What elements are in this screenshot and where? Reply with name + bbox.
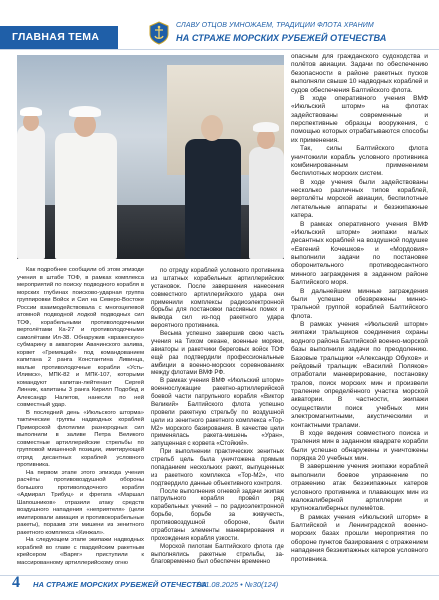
paragraph: Как подробнее сообщили об этом эпизоде учения в штабе ТОФ, в рамках комплекса мероприятий по поиску подводного корабля в морских глубинах поисково-ударная группа группировки Войск и Сил на Северо-Востоке России взаимодействовала с многоцелевой атомной подводной лодкой подводных сил ТОФ, корабельными противолодочными вертолётами Ка-27 и противолодочными самолётами Ил-38. Обнаружив «вражескую» субмарину в акватории Авачинского залива, корвет «Гремящий» под командованием капитана 2 ранга Константина Ливинца, малые противолодочные корабли «Усть-Илимск», МПК-82 и МПК-107, которыми командуют капитан-лейтенант Сергей Линник, капитаны 3 ранга Кирилл Подобед и Александр Налетов, нанесли по ней совместный удар. (17, 267, 144, 408)
paragraph: После выполнения огневой задачи экипаж патрульного корабля провёл ряд корабельных учений – по радиоэлектронной борьбе, борьбе за живучесть, противовоздушной обороне, были отработаны элементы маневрирования и прохождения корабля узкости. (151, 487, 284, 542)
paragraph: На следующем этапе экипажи надводных кораблей во главе с гвардейским ракетным крейсером «Варяг» приступили к массированному артиллерийскому огню (17, 537, 144, 566)
photo-officer-left (17, 125, 45, 259)
paragraph: В рамках учения «Июльский шторм» в Балтийской и Ленинградской военно-морских базах прошли мероприятия по обороне пунктов базирования с отражением нападения безэкипажных катеров условного противника. (291, 513, 428, 563)
page-number: 4 (12, 574, 20, 591)
paragraph: В рамках учения «Июльский шторм» экипажи тральщиков соединения охраны водного района Балтийской военно-морской базы выполнили задачи по преодолению. Базовые тральщики «Александр Обухов» и рейдовый тральщик «Василий Поляков» отработали маневрирование, постановку тралов, поиск морских мин и произвели траление определённого участка морской акватории. В частности, экипажи осуществили поиск учебных мин электромагнитными, акустическими и контактными тралами. (291, 321, 428, 429)
header-divider (0, 49, 439, 50)
paragraph: В ходе учения были задействованы несколько различных типов кораблей, вертолёты морской авиации, беспилотные летательные аппараты и безэкипажные катера. (291, 178, 428, 220)
slogan-line-2: НА СТРАЖЕ МОРСКИХ РУБЕЖЕЙ ОТЕЧЕСТВА (176, 33, 387, 43)
paragraph: При выполнении практических зенитных стрельб цель была уничтожена прямым попаданием нескольких ракет, выпущенных из ракетного комплекса «Тор-М2», что подтвердило данные объективного контроля. (151, 448, 284, 487)
article-photo (17, 55, 284, 259)
paragraph: В последний день «Июльского шторма» тактические группы надводных кораблей Приморской флотилии разнородных сил выполнили в заливе Петра Великого совместные артиллерийские стрельбы по групповой мишенной позиции, имитирующей отряд десантных кораблей условного противника. (17, 409, 144, 468)
paragraph: В дальнейшем минные заграждения были успешно обезврежены минно-тральной группой кораблей Балтийского флота. (291, 287, 428, 320)
photo-official (185, 139, 241, 259)
paragraph: опасным для гражданского судоходства и полётов авиации. Задачи по обеспечению безопасности в районе ракетных пусков выполняли свыше 10 надводных кораблей и судов обеспечения Балтийского флота. (291, 53, 428, 94)
footer-issue: / 01.08.2025 • №30(124) (197, 580, 279, 589)
section-label: ГЛАВНАЯ ТЕМА (0, 26, 118, 49)
photo-admiral-cap (69, 106, 101, 117)
photo-officer-right (249, 147, 284, 259)
paragraph: На первом этапе этого эпизода учения расчёты противовоздушной обороны большого противолодочного корабля «Адмирал Трибуц» и фрегата «Маршал Шапошников» отразили атаку средств воздушного нападения «неприятеля» (цели имитировали авиация и противокорабельные ракеты), поразив эти мишени из зенитного ракетного комплекса «Кинжал». (17, 469, 144, 536)
footer-divider (0, 575, 439, 576)
article-column-2 (151, 267, 284, 566)
paragraph: Морской пилотам Балтийского флота где выполнялись ракетные стрельбы, за-благовременно был обеспечен временно (151, 542, 284, 566)
paragraph: В ходе ведения совместного поиска и траления мин в заданном квадрате корабли были успешно обнаружены и уничтожены порядка 20 учебных мин. (291, 429, 428, 462)
navy-emblem-icon (148, 21, 170, 45)
photo-admiral (55, 133, 117, 259)
slogan-line-1: СЛАВУ ОТЦОВ УМНОЖАЕМ, ТРАДИЦИИ ФЛОТА ХРАНИМ (176, 22, 374, 29)
paragraph: В ходе оперативного учения ВМФ «Июльский шторм» на флотах задействованы современные и перспективные образцы вооружения, с помощью которых отрабатываются способы их применения. (291, 94, 428, 144)
paragraph: В рамках оперативного учения ВМФ «Июльский шторм» экипажи малых десантных кораблей на воздушной подушке «Евгений Кочешков» и «Мордовия» выполнили задачи по постановке оборонительного противодесантного минного заграждения в заданном районе Балтийского моря. (291, 220, 428, 287)
photo-officer-right-cap (253, 122, 279, 132)
article-column-3 (291, 53, 428, 564)
footer-title: НА СТРАЖЕ МОРСКИХ РУБЕЖЕЙ ОТЕЧЕСТВА (33, 580, 207, 589)
photo-official-head (201, 115, 223, 141)
paragraph: Так, силы Балтийского флота уничтожили корабль условного противника комбинированным применением беспилотных морских систем. (291, 145, 428, 178)
paragraph: Весьма успешно завершив свою часть учения на Тихом океане, военные моряки, авиаторы и ракетчики береговых войск ТОФ ещё раз подтвердили профессиональные амбиции в военно-морских соревнованиях между флотами ВМФ РФ. (151, 330, 284, 377)
photo-officer-left-cap (20, 107, 42, 116)
paragraph: В рамках учения ВМФ «Июльский шторм» военнослужащие ракетно-артиллерийской боевой части патрульного корабля «Виктор Великий» Балтийского флота успешно провели ракетную стрельбу по воздушной цели из зенитного ракетного комплекса «Тор-М2» морского базирования. В качестве цели применялась ракета-мишень «Уран», запущенная с корвета «Стойкий». (151, 377, 284, 448)
article-column-1 (17, 267, 144, 567)
paragraph: В завершение учения экипажи кораблей выполнили боевое упражнение по отражению атак безэкипажных катеров условного противника и плавающих мин из малокалиберной артиллерии и крупнокалиберных пулемётов. (291, 463, 428, 513)
photo-officer-right-head (257, 129, 275, 149)
paragraph: по отряду кораблей условного противника из штатных корабельных артиллерийских установок. После завершения нанесения совместного артиллерийского удара они применили комплексы радиоэлектронной борьбы для постановки пассивных помех и вывода сил из-под ракетного удара вероятного противника. (151, 267, 284, 330)
